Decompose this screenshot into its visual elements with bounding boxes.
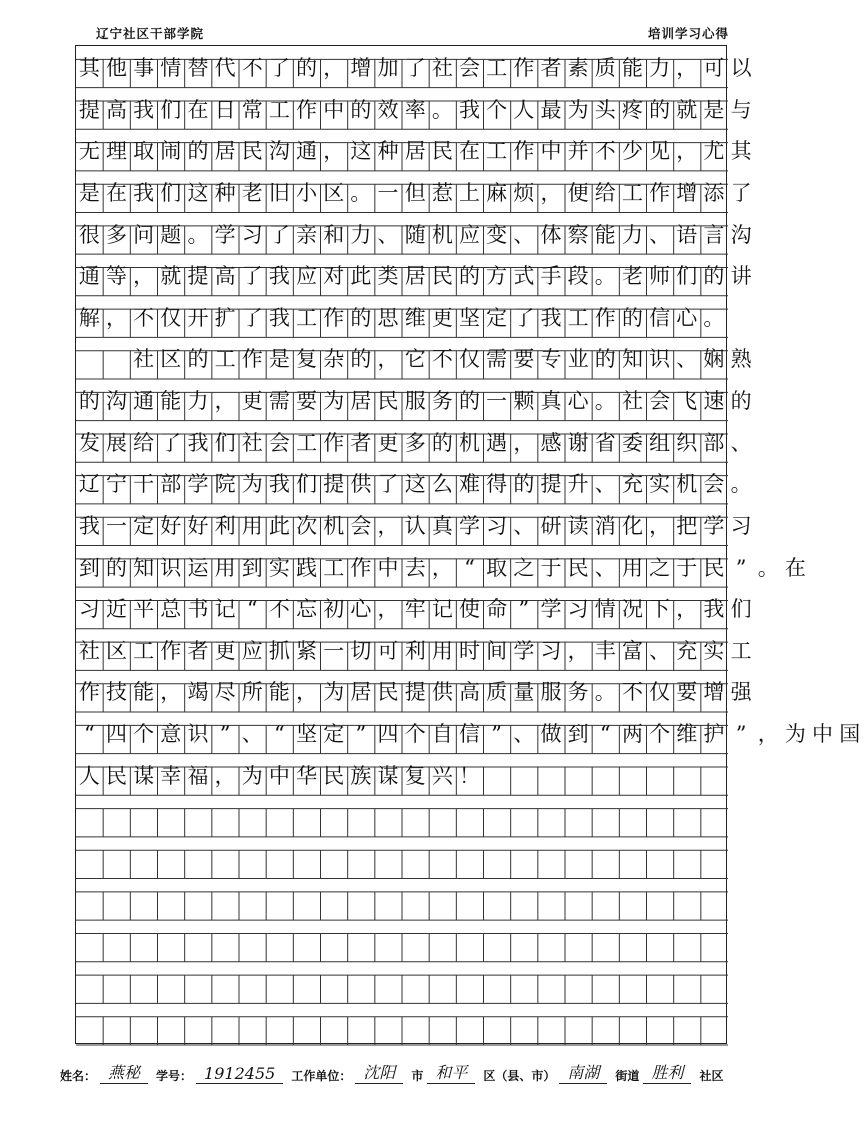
text-line: 是 在 我 们 这 种 老 旧 小 区 。 一 但 惹 上 麻 烦 ， 便 给 工 作 增 添 了 [78, 180, 753, 205]
text-line: 无 理 取 闹 的 居 民 沟 通 ， 这 种 居 民 在 工 作 中 并 不 少 见 ， 尤 其 [78, 139, 753, 164]
document-title: 培训学习心得 [647, 26, 729, 41]
text-line: 的 沟 通 能 力 ， 更 需 要 为 居 民 服 务 的 一 颗 真 心 。 社 会 飞 速 的 [78, 389, 753, 413]
text-line: “ 四 个 意 识 ” 、 “ 坚 定 ” 四 个 自 信 ” 、 做 到 “ 两 个 维 护 ” ， 为 中 国 [83, 722, 861, 746]
student-id-label: 学号： [156, 1069, 193, 1083]
street-value: 南湖 [559, 1060, 607, 1084]
writing-grid [75, 45, 861, 1044]
community-value: 胜利 [643, 1060, 691, 1084]
street-label: 街道 [615, 1069, 640, 1083]
work-unit-label: 工作单位： [291, 1069, 352, 1083]
text-line: 社 区 工 作 者 更 应 抓 紧 一 切 可 利 用 时 间 学 习 ， 丰 富 、 充 实 工 [78, 638, 753, 663]
city-label: 市 [411, 1069, 424, 1083]
text-line: 社 区 的 工 作 是 复 杂 的 ， 它 不 仅 需 要 专 业 的 知 识 、 娴 熟 [133, 347, 753, 372]
text-line: 人 民 谋 幸 福 ， 为 中 华 民 族 谋 复 兴 ！ [78, 763, 481, 788]
footer-info [60, 1060, 750, 1084]
text-line: 作 技 能 ， 竭 尽 所 能 ， 为 居 民 提 供 高 质 量 服 务 。 不 仅 要 增 强 [78, 680, 753, 705]
district-value: 和平 [427, 1060, 475, 1084]
text-line: 习 近 平 总 书 记 “ 不 忘 初 心 ， 牢 记 使 命 ” 学 习 情 况 下 ， 我 们 [78, 597, 753, 622]
text-line: 提 高 我 们 在 日 常 工 作 中 的 效 率 。 我 个 人 最 为 头 疼 的 就 是 与 [78, 97, 753, 122]
text-line: 我 一 定 好 好 利 用 此 次 机 会 ， 认 真 学 习 、 研 读 消 化 ， 把 学 习 [78, 513, 753, 538]
text-line: 很 多 问 题 。 学 习 了 亲 和 力 、 随 机 应 变 、 体 察 能 力 、 语 言 沟 [78, 222, 753, 247]
text-line: 通 等 ， 就 提 高 了 我 应 对 此 类 居 民 的 方 式 手 段 。 老 师 们 的 讲 [78, 264, 753, 289]
institution-title: 辽宁社区干部学院 [96, 26, 205, 41]
student-id-value: 1912455 [196, 1064, 283, 1084]
district-label: 区（县、市） [483, 1069, 556, 1083]
text-line: 到 的 知 识 运 用 到 实 践 工 作 中 去 ， “ 取 之 于 民 、 用 之 于 民 ” 。 在 [78, 555, 807, 580]
name-value: 燕秘 [100, 1060, 148, 1084]
text-line: 其 他 事 情 替 代 不 了 的 ， 增 加 了 社 会 工 作 者 素 质 能 力 ， 可 以 [78, 56, 753, 80]
text-line: 发 展 给 了 我 们 社 会 工 作 者 更 多 的 机 遇 ， 感 谢 省 委 组 织 部 、 [78, 430, 753, 455]
city-value: 沈阳 [355, 1060, 403, 1084]
name-label: 姓名： [60, 1069, 97, 1083]
text-line: 辽 宁 干 部 学 院 为 我 们 提 供 了 这 么 难 得 的 提 升 、 充 实 机 会 。 [78, 472, 753, 497]
text-line: 解 ， 不 仅 开 扩 了 我 工 作 的 思 维 更 坚 定 了 我 工 作 的 信 心 。 [78, 305, 725, 330]
community-label: 社区 [699, 1069, 724, 1083]
